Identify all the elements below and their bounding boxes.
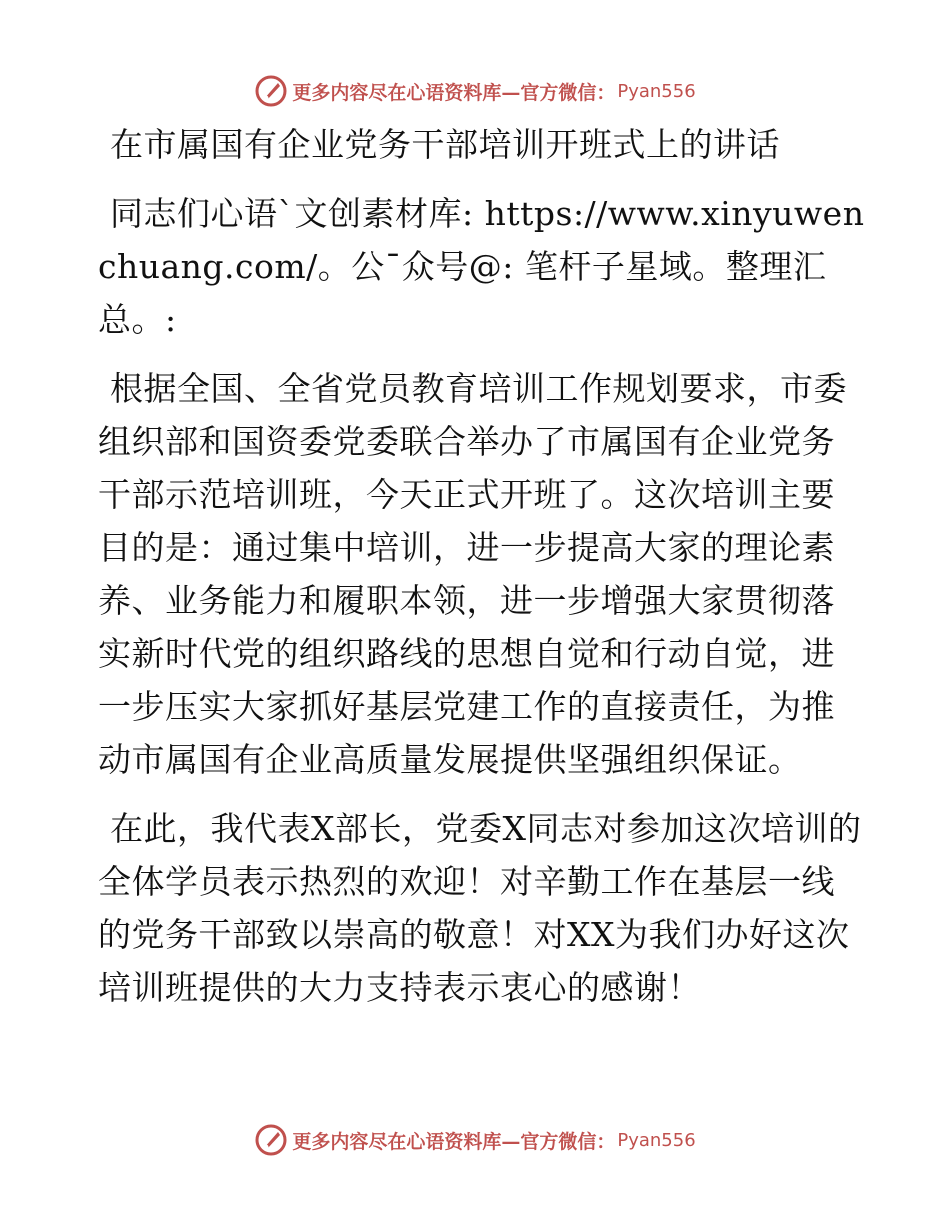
document-title: 在市属国有企业党务干部培训开班式上的讲话 [110,125,780,164]
intro-paragraph: 同志们心语`文创素材库: https://www.xinyuwenchuang.com/。公¯众号@: 笔杆子星域。整理汇总。: [98,194,865,339]
watermark-banner-top [0,71,950,111]
quill-logo-icon [254,1123,288,1157]
body-paragraph-1: 根据全国、全省党员教育培训工作规划要求，市委组织部和国资委党委联合举办了市属国有企业党务干部示范培训班，今天正式开班了。这次培训主要目的是：通过集中培训，进一步提高大家的理论素养、业务能力和履职本领，进一步增强大家贯彻落实新时代党的组织路线的思想自觉和行动自觉，进一步压实大家抓好基层党建工作的直接责任，为推动市属国有企业高质量发展提供坚强组织保证。 [98,369,847,779]
document-body [98,118,868,1014]
quill-logo-icon [254,74,288,108]
watermark-wechat-id: Pyan556 [617,80,696,102]
watermark-banner-bottom [0,1120,950,1160]
watermark-wechat-id: Pyan556 [617,1129,696,1151]
watermark-text: 更多内容尽在心语资料库—官方微信： [292,81,616,104]
watermark-text: 更多内容尽在心语资料库—官方微信： [292,1130,616,1153]
body-paragraph-2: 在此，我代表X部长，党委X同志对参加这次培训的全体学员表示热烈的欢迎！对辛勤工作在基层一线的党务干部致以崇高的敬意！对XX为我们办好这次培训班提供的大力支持表示衷心的感谢！ [98,809,862,1007]
